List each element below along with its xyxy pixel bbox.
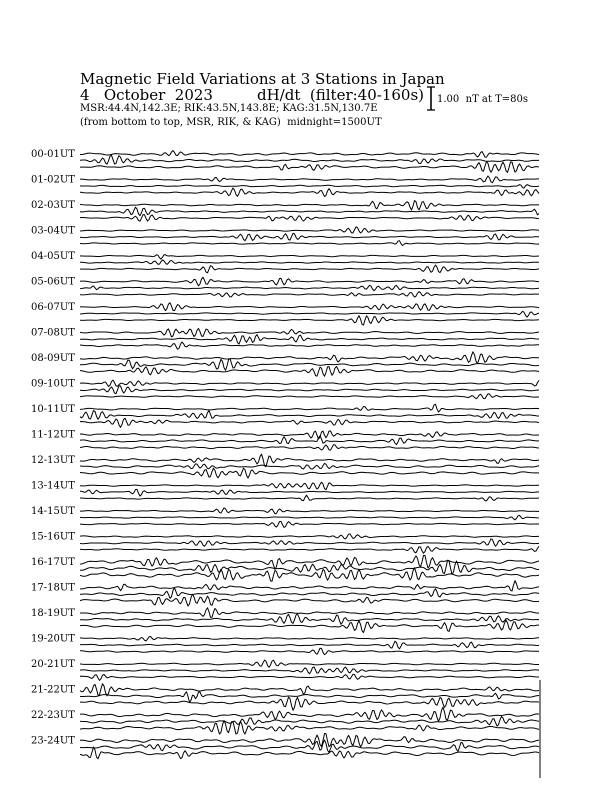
trace-rik-03-04ut — [80, 233, 539, 240]
trace-msr-02-03ut — [80, 215, 539, 222]
trace-rik-10-11ut — [80, 411, 539, 420]
hour-label: 16-17UT — [31, 557, 75, 568]
trace-msr-20-21ut — [80, 674, 539, 680]
hour-label: 22-23UT — [31, 710, 75, 721]
trace-rik-06-07ut — [80, 311, 539, 317]
hour-label: 17-18UT — [31, 582, 75, 594]
trace-rik-12-13ut — [80, 463, 539, 469]
trace-msr-18-19ut — [80, 620, 539, 632]
hour-label: 19-20UT — [31, 633, 75, 645]
trace-kag-18-19ut — [80, 608, 539, 618]
trace-msr-10-11ut — [80, 418, 539, 427]
trace-kag-11-12ut — [80, 431, 539, 439]
hour-label: 08-09UT — [31, 353, 75, 364]
hour-label: 07-08UT — [31, 327, 75, 339]
scale-bar — [427, 87, 435, 110]
hour-label: 03-04UT — [31, 225, 75, 237]
hour-label: 14-15UT — [31, 506, 75, 517]
station-coordinates: MSR:44.4N,142.3E; RIK:43.5N,143.8E; KAG:31.5N,130.7E — [80, 103, 378, 114]
chart-title: Magnetic Field Variations at 3 Stations in Japan — [80, 70, 445, 88]
trace-rik-14-15ut — [80, 515, 539, 520]
trace-rik-18-19ut — [80, 614, 539, 624]
hour-label: 18-19UT — [31, 608, 75, 619]
trace-rik-20-21ut — [80, 667, 539, 674]
trace-msr-06-07ut — [80, 316, 539, 325]
trace-msr-13-14ut — [80, 495, 539, 501]
trace-kag-10-11ut — [80, 404, 539, 412]
hour-label: 23-24UT — [31, 735, 75, 747]
hour-label: 05-06UT — [31, 276, 75, 288]
trace-msr-23-24ut — [80, 747, 539, 759]
trace-kag-07-08ut — [80, 328, 539, 336]
trace-rik-09-10ut — [80, 386, 539, 394]
chart-parameter: dH/dt (filter:40-160s) — [257, 86, 425, 104]
hour-label: 06-07UT — [31, 302, 75, 313]
trace-msr-01-02ut — [80, 188, 539, 197]
trace-msr-05-06ut — [80, 292, 539, 298]
trace-kag-09-10ut — [80, 380, 539, 386]
hour-label: 20-21UT — [31, 659, 75, 670]
trace-msr-08-09ut — [80, 366, 539, 376]
trace-kag-04-05ut — [80, 255, 539, 259]
trace-kag-13-14ut — [80, 482, 539, 490]
trace-msr-19-20ut — [80, 648, 539, 654]
trace-kag-16-17ut — [80, 555, 539, 569]
hour-label: 09-10UT — [31, 378, 75, 390]
hour-label: 13-14UT — [31, 480, 75, 492]
trace-order-note: (from bottom to top, MSR, RIK, & KAG) midnight=1500UT — [80, 117, 382, 128]
trace-kag-08-09ut — [80, 352, 539, 364]
hour-label: 01-02UT — [31, 174, 75, 186]
trace-rik-04-05ut — [80, 260, 539, 264]
trace-kag-14-15ut — [80, 508, 539, 514]
trace-kag-22-23ut — [80, 707, 539, 721]
trace-rik-17-18ut — [80, 588, 539, 599]
trace-rik-21-22ut — [80, 692, 539, 703]
trace-rik-11-12ut — [80, 436, 539, 445]
trace-msr-12-13ut — [80, 468, 539, 478]
trace-rik-00-01ut — [80, 155, 539, 164]
trace-msr-03-04ut — [80, 241, 539, 246]
trace-kag-21-22ut — [80, 684, 539, 696]
trace-rik-05-06ut — [80, 285, 539, 290]
trace-kag-19-20ut — [80, 637, 539, 641]
trace-rik-19-20ut — [80, 641, 539, 649]
trace-msr-14-15ut — [80, 521, 539, 527]
trace-kag-02-03ut — [80, 200, 539, 210]
trace-rik-01-02ut — [80, 185, 539, 188]
trace-msr-21-22ut — [80, 697, 539, 710]
trace-msr-00-01ut — [80, 161, 539, 172]
trace-kag-17-18ut — [80, 581, 539, 591]
trace-rik-23-24ut — [80, 740, 539, 752]
trace-rik-13-14ut — [80, 489, 539, 496]
trace-kag-01-02ut — [80, 176, 539, 183]
trace-msr-11-12ut — [80, 445, 539, 450]
hour-label: 21-22UT — [31, 684, 75, 696]
trace-rik-15-16ut — [80, 539, 539, 547]
trace-kag-20-21ut — [80, 660, 539, 667]
trace-kag-15-16ut — [80, 534, 539, 539]
trace-rik-02-03ut — [80, 207, 539, 216]
scale-bar-label: 1.00 nT at T=80s — [437, 94, 528, 105]
trace-rik-22-23ut — [80, 716, 539, 726]
hour-label: 02-03UT — [31, 200, 75, 211]
trace-kag-12-13ut — [80, 454, 539, 467]
trace-kag-06-07ut — [80, 303, 539, 311]
trace-msr-17-18ut — [80, 594, 539, 606]
trace-rik-07-08ut — [80, 335, 539, 345]
chart-date: 4 October 2023 — [80, 86, 213, 104]
trace-msr-15-16ut — [80, 546, 539, 553]
trace-msr-09-10ut — [80, 394, 539, 399]
hour-label: 12-13UT — [31, 455, 75, 466]
trace-kag-03-04ut — [80, 227, 539, 233]
hour-label: 10-11UT — [31, 404, 75, 415]
trace-kag-05-06ut — [80, 277, 539, 286]
hour-label: 04-05UT — [31, 251, 75, 262]
hour-label: 15-16UT — [31, 531, 75, 543]
hour-label: 11-12UT — [31, 429, 75, 441]
trace-msr-04-05ut — [80, 265, 539, 273]
hour-label: 00-01UT — [31, 149, 75, 160]
trace-msr-07-08ut — [80, 342, 539, 349]
trace-kag-00-01ut — [80, 151, 539, 158]
